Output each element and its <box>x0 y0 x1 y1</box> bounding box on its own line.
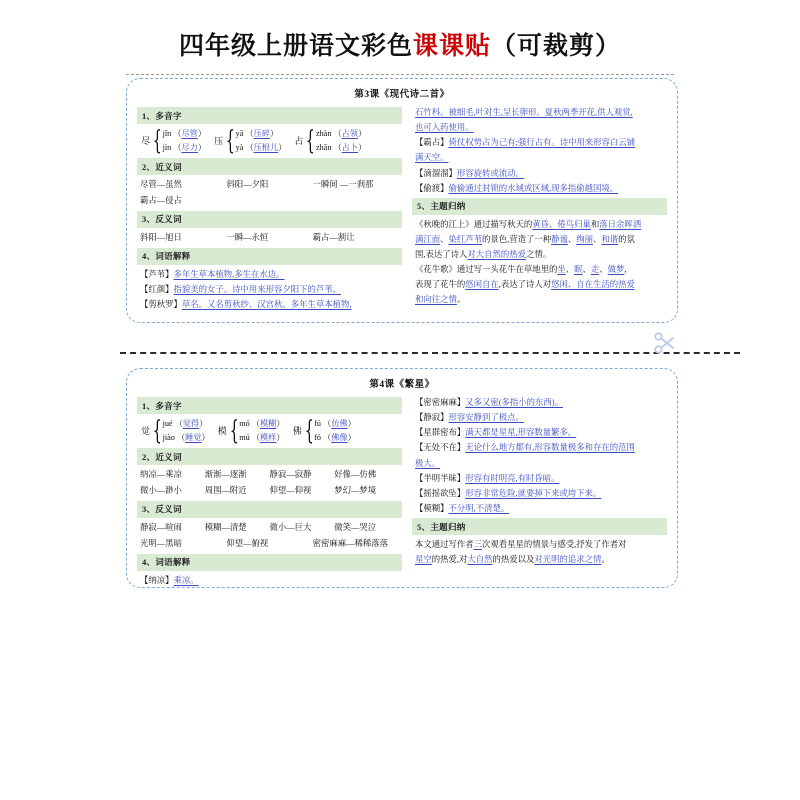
page-title-text-1: 四年级上册语文彩色 <box>178 33 413 60</box>
theme-line <box>412 232 667 247</box>
word-explanation <box>412 440 667 455</box>
polyphone-reading <box>163 432 210 443</box>
theme-line <box>412 217 667 232</box>
card2-right-column <box>412 395 667 567</box>
paren-close: ） <box>347 433 356 442</box>
explanation-term: 【纳凉】 <box>140 575 174 585</box>
pinyin: fó <box>314 433 323 442</box>
paren-open: （ <box>323 419 332 428</box>
example-word: 模糊 <box>259 419 277 428</box>
pinyin: jǐn <box>162 129 174 138</box>
theme-keyword: 对光明的追求之情 <box>534 555 602 565</box>
theme-line <box>412 247 667 262</box>
word-pair: 静寂—寂静 <box>269 470 312 479</box>
word-pair: 密密麻麻—稀稀落落 <box>312 538 389 548</box>
theme-text: 、 <box>565 265 575 275</box>
paren-close: ） <box>278 143 287 152</box>
theme-keyword: 静谧 <box>551 234 568 244</box>
pinyin: zhàn <box>315 129 334 138</box>
word-pair: 斜阳—旭日 <box>140 232 182 242</box>
theme-text: 、 <box>582 265 591 275</box>
theme-text: 围,表达了诗人 <box>415 250 468 259</box>
antonym-list <box>137 520 402 552</box>
polyphone-item: 尽 { jǐn （尽管） jìn （尽力） <box>141 125 207 156</box>
theme-keyword: 三 <box>473 540 482 549</box>
polyphone-readings <box>314 418 356 443</box>
polyphone-character: 模 <box>217 426 227 436</box>
theme-text: 本文通过写作者 <box>415 540 474 549</box>
word-pair: 霸占—割让 <box>312 232 355 242</box>
word-pair: 好像—仿佛 <box>334 470 377 479</box>
pinyin: mó <box>239 419 252 428</box>
theme-line <box>412 277 667 292</box>
word-explanation <box>412 150 667 165</box>
explanation-definition: 不分明,不清楚。 <box>448 503 510 513</box>
explanation-term: 【无处不在】 <box>415 443 466 453</box>
paren-open: （ <box>174 419 183 428</box>
page-title-text-2: （可裁剪） <box>491 33 622 60</box>
theme-text: , <box>624 265 627 275</box>
paren-close: ） <box>276 419 285 428</box>
pinyin: fú <box>314 419 323 428</box>
word-explanation <box>412 135 667 150</box>
explanation-definition: 倚仗权势占为己有;强行占有。诗中用来形容白云铺 <box>448 138 636 148</box>
polyphone-reading <box>236 142 287 153</box>
paren-open: （ <box>176 433 186 442</box>
polyphone-item: 占 { zhàn （占领） zhān （占卜） <box>294 125 367 156</box>
word-explanation <box>412 456 667 471</box>
polyphone-reading <box>239 418 284 429</box>
explanation-definition: 石竹科。被细毛,叶对生,呈长卵形。夏秋两季开花,供人观赏, <box>415 108 633 117</box>
polyphone-reading <box>314 418 356 429</box>
paren-close: ） <box>199 419 208 428</box>
explanation-term: 【摇摇欲坠】 <box>415 488 466 498</box>
theme-summary <box>412 217 667 308</box>
polyphone-reading <box>239 432 284 443</box>
explanation-definition: 也可入药使用。 <box>415 123 474 133</box>
section-header-word-explain: 4、词语解释 <box>137 248 402 265</box>
explanation-term: 【芦苇】 <box>140 269 174 279</box>
polyphone-item: 觉 { jué （觉得） jiào （睡觉） <box>141 415 210 446</box>
theme-line <box>412 262 667 277</box>
pinyin: jìn <box>162 143 174 152</box>
word-pair: 光明—黑暗 <box>140 538 182 548</box>
polyphone-group <box>137 126 402 156</box>
explanation-definition: 形容旋转或流动。 <box>456 168 524 178</box>
explanation-list-right <box>412 395 667 516</box>
polyphone-character: 佛 <box>292 426 302 436</box>
word-pair: 斜阳—夕阳 <box>226 180 269 189</box>
pinyin: jiào <box>162 433 177 442</box>
paren-close: ） <box>197 143 207 152</box>
paren-close: ） <box>276 433 285 442</box>
section-header-theme: 5、主题归纳 <box>412 198 667 215</box>
pinyin: yā <box>235 129 246 138</box>
paren-close: ） <box>358 129 367 138</box>
paren-close: ） <box>270 129 279 138</box>
polyphone-item: 佛 { fú （仿佛） fó （佛像） <box>292 415 356 446</box>
example-word: 模样 <box>259 433 277 442</box>
explanation-definition: 满天都是星星,形容数量繁多。 <box>465 428 577 438</box>
word-pair: 静寂—喧闹 <box>140 522 182 532</box>
explanation-definition: 形容有时明亮,有时昏暗。 <box>465 473 560 483</box>
theme-keyword: 满江面 <box>415 234 441 244</box>
explanation-term: 【密密麻麻】 <box>415 398 466 407</box>
paren-open: （ <box>245 143 254 152</box>
explanation-list-right <box>412 105 667 196</box>
theme-keyword: 黄昏、倦鸟归巢 <box>532 219 591 229</box>
polyphone-readings <box>239 418 284 443</box>
word-explanation <box>137 282 402 297</box>
theme-text: 、 <box>599 265 608 275</box>
pinyin: yà <box>235 143 246 152</box>
card1-left-column <box>137 105 402 312</box>
word-pair: 微小—巨大 <box>269 522 312 532</box>
polyphone-reading <box>316 128 366 139</box>
polyphone-character: 占 <box>294 136 304 146</box>
word-explanation <box>137 297 402 312</box>
theme-line <box>412 552 667 567</box>
card-columns <box>137 105 667 312</box>
theme-keyword: 做梦 <box>607 265 625 275</box>
polyphone-readings <box>316 128 366 153</box>
example-word: 占领 <box>341 129 359 138</box>
word-pair: 周围—附近 <box>204 485 247 495</box>
theme-keyword: 大自然 <box>467 555 493 565</box>
explanation-definition: 形容安静到了极点。 <box>448 413 524 423</box>
explanation-definition: 指貌美的女子。诗中用来形容夕阳下的芦苇。 <box>173 285 341 295</box>
page-title <box>0 0 800 62</box>
cut-line-middle <box>120 352 740 354</box>
explanation-definition: 无论什么地方都有,形容数量极多和存在的范围 <box>465 443 635 453</box>
explanation-term: 【滴溜溜】 <box>415 168 457 178</box>
example-word: 佛像 <box>331 433 348 442</box>
example-word: 觉得 <box>182 419 200 428</box>
explanation-list-left <box>137 573 402 588</box>
theme-text: 、 <box>567 234 577 244</box>
theme-text: 的氛 <box>618 234 635 244</box>
section-header-antonym: 3、反义词 <box>137 501 402 518</box>
theme-text: 的景色,营造了一种 <box>482 234 552 244</box>
word-explanation <box>412 471 667 486</box>
example-word: 压碎 <box>253 129 270 138</box>
pinyin: jué <box>162 419 175 428</box>
example-word: 仿佛 <box>331 419 348 428</box>
polyphone-character: 压 <box>214 136 224 146</box>
word-explanation <box>137 573 402 588</box>
synonym-list <box>137 467 402 499</box>
theme-text: 的热爱,对 <box>431 555 468 565</box>
word-pair-row <box>137 177 402 193</box>
polyphone-character: 觉 <box>141 426 151 436</box>
section-header-polyphone: 1、多音字 <box>137 397 402 414</box>
word-pair-row <box>137 230 402 246</box>
explanation-definition: 偷偷通过封锁的水域或区域,现多指偷越国境。 <box>448 183 619 193</box>
paren-close: ） <box>201 433 210 442</box>
polyphone-reading <box>163 142 207 153</box>
page-title-highlight: 课课贴 <box>412 33 491 60</box>
word-pair-row <box>137 520 402 536</box>
word-explanation <box>412 486 667 501</box>
word-pair: 仰望—仰视 <box>269 485 312 495</box>
theme-text: ,表达了诗人对 <box>498 280 552 290</box>
word-explanation <box>412 501 667 516</box>
word-pair-row <box>137 467 402 483</box>
polyphone-character: 尽 <box>141 136 151 146</box>
card1-right-column <box>412 105 667 308</box>
card2-left-column <box>137 395 402 588</box>
word-explanation <box>412 410 667 425</box>
theme-keyword: 落日余晖洒 <box>599 219 642 229</box>
word-explanation <box>412 120 667 135</box>
theme-line <box>412 537 667 552</box>
explanation-definition: 乘凉。 <box>173 575 199 585</box>
paren-open: （ <box>323 433 332 442</box>
word-pair-row <box>137 483 402 499</box>
section-header-synonym: 2、近义词 <box>137 448 402 465</box>
theme-keyword: 对大自然的热爱 <box>467 250 526 259</box>
word-pair: 模糊—清楚 <box>204 522 247 532</box>
word-pair: 纳凉—乘凉 <box>140 470 182 479</box>
theme-text: 《花牛歌》通过写一头花牛在草地里的 <box>415 265 558 275</box>
word-pair-row <box>137 536 402 552</box>
theme-keyword: 和谐 <box>601 234 619 244</box>
section-header-theme: 5、主题归纳 <box>412 518 667 535</box>
paren-close: ） <box>197 129 207 138</box>
polyphone-reading <box>316 142 366 153</box>
explanation-list-left <box>137 267 402 312</box>
theme-text: 次观看星星的情景与感受,抒发了作者对 <box>482 540 627 549</box>
paren-open: （ <box>173 143 182 152</box>
explanation-definition: 草名。又名剪秋纱、汉宫秋。多年生草本植物, <box>181 300 352 310</box>
explanation-definition: 多年生草本植物,多生在水边。 <box>173 269 285 279</box>
polyphone-item: 压 { yā （压碎） yà （压根儿） <box>214 125 287 156</box>
theme-text: 表现了花牛的 <box>415 280 466 290</box>
theme-text: 、 <box>592 234 602 244</box>
word-explanation <box>412 425 667 440</box>
word-pair: 微小—渺小 <box>140 485 182 495</box>
word-pair: 仰望—俯视 <box>226 538 269 548</box>
explanation-term: 【模糊】 <box>415 503 449 513</box>
word-explanation <box>412 181 667 196</box>
theme-text: 的热爱以及 <box>492 555 535 565</box>
polyphone-reading <box>314 432 356 443</box>
section-header-word-explain: 4、词语解释 <box>137 554 402 571</box>
theme-text: 、 <box>440 234 449 244</box>
theme-keyword: 眠 <box>574 265 583 275</box>
theme-keyword: 坐 <box>557 265 566 275</box>
theme-keyword: 悠闲、自在生活的热爱 <box>551 280 635 290</box>
theme-keyword: 星空 <box>415 555 432 565</box>
word-pair: 渐渐—逐渐 <box>204 470 247 479</box>
theme-text: 之情。 <box>525 250 552 259</box>
explanation-term: 【星群密布】 <box>415 428 466 438</box>
explanation-definition: 形容非常危险,就要掉下来或垮下来。 <box>465 488 602 498</box>
word-pair: 一瞬间 —一刹那 <box>312 180 374 189</box>
theme-keyword: 染红芦苇 <box>448 234 482 244</box>
example-word: 睡觉 <box>185 433 202 442</box>
paren-open: （ <box>251 419 260 428</box>
word-pair: 尽管—虽然 <box>140 180 182 189</box>
word-pair: 微笑—哭泣 <box>334 522 377 532</box>
word-pair: 梦幻—梦境 <box>334 485 377 495</box>
polyphone-reading <box>163 128 207 139</box>
word-explanation <box>412 105 667 120</box>
antonym-list <box>137 230 402 246</box>
word-pair: 一瞬—永恒 <box>226 232 269 242</box>
lesson-title: 第3课《现代诗二首》 <box>354 90 450 100</box>
paren-open: （ <box>333 143 342 152</box>
polyphone-readings <box>163 418 210 443</box>
example-word: 尽管 <box>181 129 198 138</box>
word-explanation <box>412 166 667 181</box>
theme-text: 。 <box>601 555 610 565</box>
word-pair: 霸占—侵占 <box>140 195 182 205</box>
polyphone-reading <box>236 128 287 139</box>
word-pair-row <box>137 193 402 209</box>
word-explanation <box>137 267 402 282</box>
synonym-list <box>137 177 402 209</box>
polyphone-readings <box>236 128 287 153</box>
theme-keyword: 悠闲自在 <box>465 280 499 290</box>
theme-line <box>412 292 667 307</box>
word-explanation <box>412 395 667 410</box>
explanation-definition: 极大。 <box>415 458 441 468</box>
explanation-term: 【半明半昧】 <box>415 473 466 483</box>
section-header-synonym: 2、近义词 <box>137 158 402 175</box>
explanation-term: 【霸占】 <box>415 138 449 148</box>
lesson-card-3 <box>126 78 678 323</box>
pinyin: mú <box>239 433 252 442</box>
explanation-term: 【静寂】 <box>415 413 449 423</box>
explanation-term: 【偷渡】 <box>415 183 449 193</box>
card-columns <box>137 395 667 588</box>
theme-keyword: 和向往之情 <box>415 295 457 305</box>
section-header-antonym: 3、反义词 <box>137 211 402 228</box>
theme-text: 《秋晚的江上》通过描写秋天的 <box>415 219 533 229</box>
paren-open: （ <box>173 129 182 138</box>
polyphone-readings <box>163 128 207 153</box>
explanation-definition: 又多又密(多指小的东西)。 <box>465 398 563 407</box>
polyphone-item: 模 { mó （模糊） mú （模样） <box>217 415 285 446</box>
paren-close: ） <box>358 143 367 152</box>
explanation-term: 【红颜】 <box>140 285 174 295</box>
example-word: 压根儿 <box>253 143 279 152</box>
paren-open: （ <box>333 129 342 138</box>
pinyin: zhān <box>315 143 334 152</box>
theme-text: 和 <box>590 219 600 229</box>
paren-open: （ <box>245 129 254 138</box>
explanation-term: 【剪秋罗】 <box>140 300 182 310</box>
theme-keyword: 走 <box>590 265 600 275</box>
paren-open: （ <box>251 433 260 442</box>
paren-close: ） <box>347 419 356 428</box>
theme-text: 。 <box>456 295 466 305</box>
polyphone-reading <box>163 418 210 429</box>
example-word: 尽力 <box>181 143 198 152</box>
example-word: 占卜 <box>341 143 359 152</box>
section-header-polyphone: 1、多音字 <box>137 107 402 124</box>
theme-keyword: 绚丽 <box>576 234 593 244</box>
polyphone-group <box>137 416 402 446</box>
cut-line-top <box>126 74 674 75</box>
lesson-title: 第4课《繁星》 <box>369 380 435 390</box>
lesson-card-4 <box>126 368 678 588</box>
theme-summary <box>412 537 667 567</box>
scissors-icon <box>652 330 678 356</box>
explanation-definition: 满天空。 <box>415 153 449 163</box>
